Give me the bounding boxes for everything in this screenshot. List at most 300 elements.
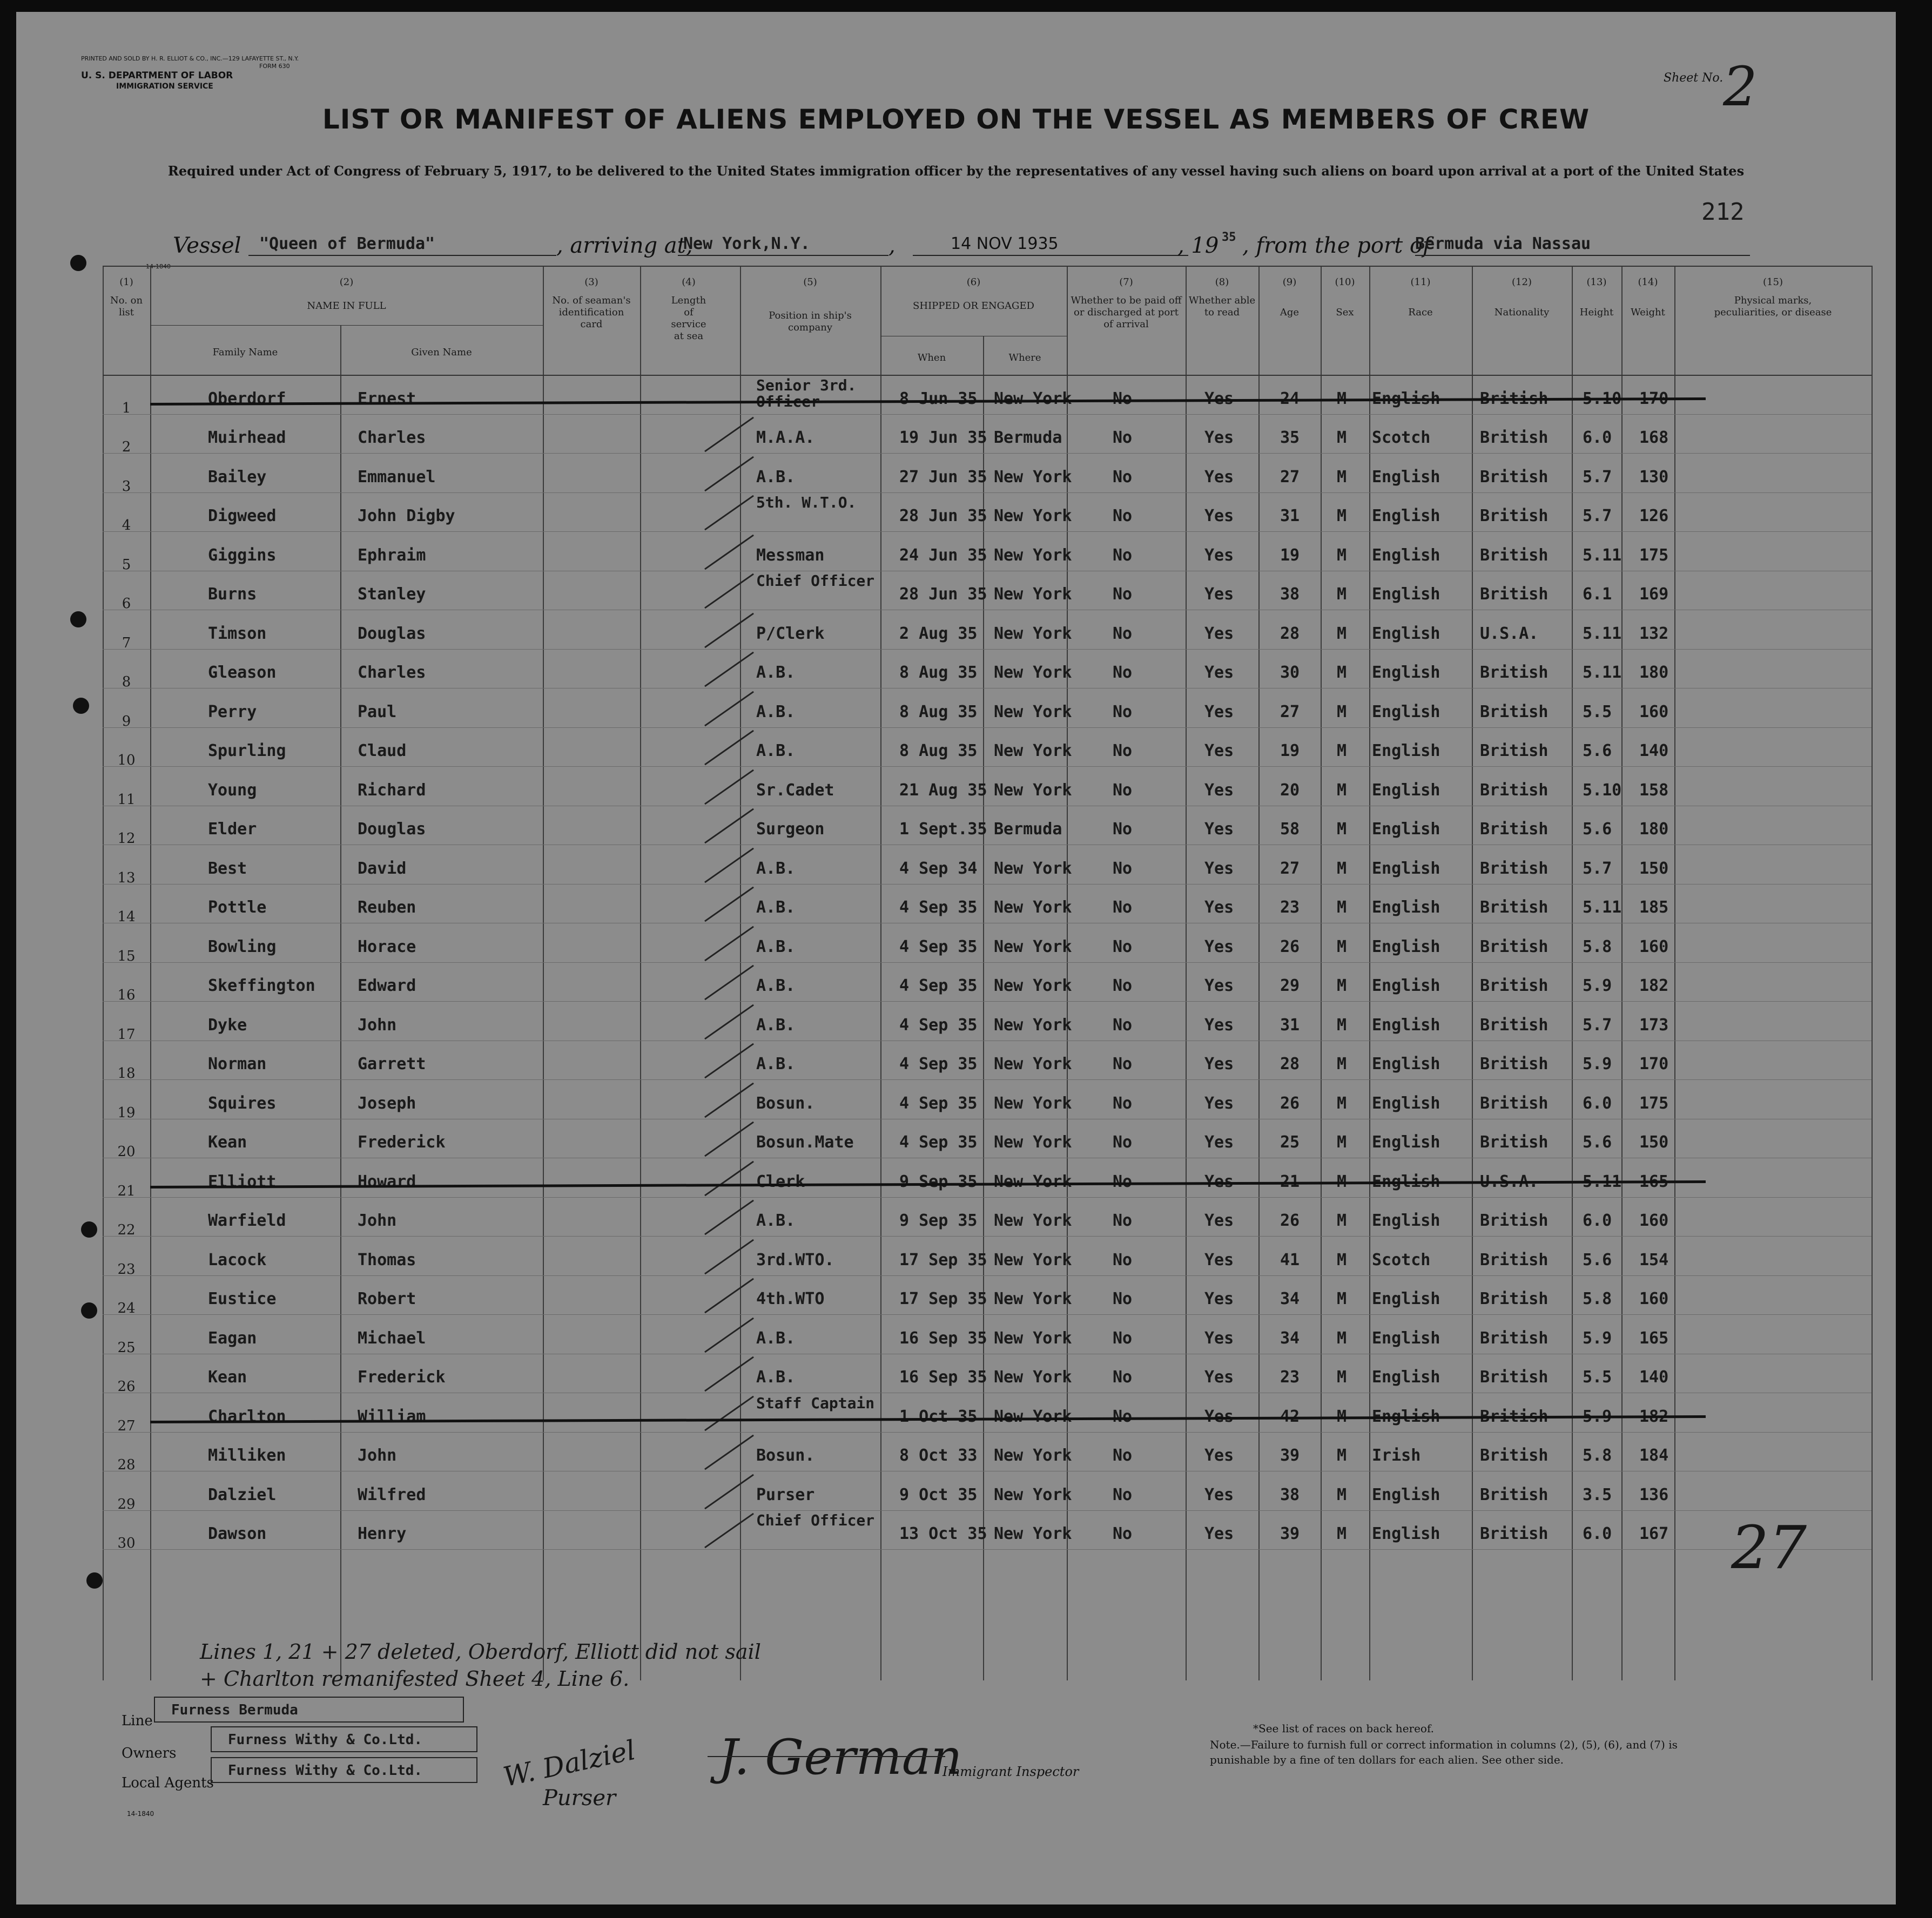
position: Sr.Cadet (756, 780, 834, 800)
race: English (1372, 741, 1440, 760)
shipped-where: New York (994, 702, 1072, 721)
able-to-read: Yes (1204, 624, 1234, 643)
able-to-read: Yes (1204, 389, 1234, 408)
race: English (1372, 702, 1440, 721)
line-label: Line (122, 1713, 153, 1729)
weight: 150 (1639, 859, 1669, 878)
sex: M (1337, 624, 1347, 643)
paid-off: No (1113, 741, 1133, 760)
departure-port: Bermuda via Nassau (1415, 234, 1591, 253)
shipped-where: New York (994, 1289, 1072, 1308)
nationality: British (1480, 1211, 1549, 1230)
nationality: British (1480, 1485, 1549, 1504)
family-name: Digweed (208, 506, 277, 525)
age: 38 (1280, 585, 1300, 604)
height: 5.11 (1583, 663, 1622, 682)
row-number: 15 (117, 948, 136, 964)
check-mark-icon (704, 1200, 754, 1235)
col-height-header: (13) Height (1579, 276, 1614, 318)
weight: 173 (1639, 1015, 1669, 1035)
weight: 185 (1639, 898, 1669, 917)
row-number: 30 (117, 1535, 136, 1551)
paid-off: No (1113, 976, 1133, 995)
family-name: Young (208, 780, 257, 800)
paid-off: No (1113, 428, 1133, 447)
shipped-where: New York (994, 1093, 1072, 1113)
weight: 175 (1639, 1093, 1669, 1113)
paid-off: No (1113, 1446, 1133, 1465)
col-shipped-header: (6) SHIPPED OR ENGAGED (913, 276, 1034, 312)
inspector-signature: J. German (718, 1729, 962, 1786)
col-position-header: (5) Position in ship's company (769, 276, 852, 333)
weight: 180 (1639, 820, 1669, 839)
sex: M (1337, 780, 1347, 800)
shipped-when: 8 Aug 35 (899, 702, 978, 721)
note-prefix: Note.— (1210, 1738, 1251, 1751)
shipped-when: 4 Sep 35 (899, 1055, 978, 1073)
nationality: British (1480, 1250, 1549, 1269)
given-name: John Digby (358, 506, 455, 525)
sex: M (1337, 898, 1347, 917)
shipped-where: New York (994, 1407, 1072, 1426)
given-name: Frederick (358, 1133, 446, 1152)
nationality: British (1480, 1093, 1549, 1113)
given-name: Paul (358, 702, 397, 721)
able-to-read: Yes (1204, 1446, 1234, 1465)
year-suffix: 35 (1222, 231, 1236, 244)
family-name: Eustice (208, 1289, 277, 1308)
age: 27 (1280, 859, 1300, 878)
paid-off: No (1113, 1289, 1133, 1308)
family-name: Pottle (208, 898, 267, 917)
shipped-where: New York (994, 1015, 1072, 1035)
punch-hole (81, 1302, 97, 1319)
sex: M (1337, 702, 1347, 721)
height: 5.6 (1583, 820, 1612, 839)
able-to-read: Yes (1204, 1133, 1234, 1152)
able-to-read: Yes (1204, 585, 1234, 604)
check-mark-icon (704, 1043, 754, 1079)
form-number: FORM 630 (259, 63, 290, 70)
position: Chief Officer (756, 1511, 875, 1529)
weight: 184 (1639, 1446, 1669, 1465)
check-mark-icon (704, 1513, 754, 1549)
paid-off: No (1113, 937, 1133, 956)
shipped-where: New York (994, 1524, 1072, 1543)
weight: 165 (1639, 1172, 1669, 1191)
sheet-number: 2 (1723, 55, 1758, 118)
row-number: 6 (122, 596, 131, 612)
sex: M (1337, 1524, 1347, 1543)
able-to-read: Yes (1204, 663, 1234, 682)
position: P/Clerk (756, 624, 825, 643)
weight: 167 (1639, 1524, 1669, 1543)
col-physical-marks-header: (15) Physical marks, peculiarities, or disease (1714, 276, 1832, 318)
shipped-where: Bermuda (994, 428, 1062, 447)
sex: M (1337, 1485, 1347, 1504)
nationality: U.S.A. (1480, 1172, 1539, 1191)
shipped-when: 19 Jun 35 (899, 428, 987, 447)
family-name: Kean (208, 1133, 247, 1152)
check-mark-icon (704, 652, 754, 687)
paid-off: No (1113, 1368, 1133, 1387)
paid-off: No (1113, 624, 1133, 643)
shipped-where: New York (994, 506, 1072, 525)
family-name: Oberdorf (208, 389, 286, 408)
position: Clerk (756, 1172, 805, 1191)
able-to-read: Yes (1204, 1015, 1234, 1035)
age: 19 (1280, 741, 1300, 760)
purser-title: Purser (543, 1786, 616, 1811)
col-sex-header: (10) Sex (1335, 276, 1355, 318)
sex: M (1337, 389, 1347, 408)
nationality: British (1480, 1328, 1549, 1348)
form-code-bottom: 14-1840 (127, 1810, 154, 1818)
nationality: British (1480, 1524, 1549, 1543)
row-number: 29 (117, 1496, 136, 1512)
able-to-read: Yes (1204, 506, 1234, 525)
age: 38 (1280, 1485, 1300, 1504)
paid-off: No (1113, 1172, 1133, 1191)
weight: 170 (1639, 1055, 1669, 1073)
age: 39 (1280, 1524, 1300, 1543)
able-to-read: Yes (1204, 428, 1234, 447)
punch-hole (81, 1221, 97, 1238)
row-number: 18 (117, 1065, 136, 1082)
position: Purser (756, 1485, 815, 1504)
position: Bosun. (756, 1093, 815, 1113)
note-text: Failure to furnish full or correct information in columns (2), (5), (6), and (7) is punishable by a fine of ten dollars for each alien. See other side. (1210, 1738, 1678, 1766)
nationality: British (1480, 1446, 1549, 1465)
position: Bosun. (756, 1446, 815, 1465)
able-to-read: Yes (1204, 467, 1234, 487)
race: English (1372, 1211, 1440, 1230)
nationality: British (1480, 820, 1549, 839)
row-number: 20 (117, 1144, 136, 1160)
height: 6.1 (1583, 585, 1612, 604)
col-given-name-header: Given Name (411, 347, 472, 358)
sex: M (1337, 1446, 1347, 1465)
race: English (1372, 585, 1440, 604)
paid-off: No (1113, 1055, 1133, 1073)
nationality: British (1480, 585, 1549, 604)
family-name: Dawson (208, 1524, 267, 1543)
check-mark-icon (704, 691, 754, 726)
check-mark-icon (704, 456, 754, 491)
weight: 175 (1639, 545, 1669, 565)
position: 5th. W.T.O. (756, 494, 857, 511)
row-number: 16 (117, 987, 136, 1003)
race: English (1372, 1133, 1440, 1152)
age: 34 (1280, 1328, 1300, 1348)
shipped-when: 21 Aug 35 (899, 780, 987, 800)
family-name: Muirhead (208, 428, 286, 447)
weight: 160 (1639, 702, 1669, 721)
height: 5.8 (1583, 937, 1612, 956)
nationality: British (1480, 976, 1549, 995)
arrival-port: New York,N.Y. (683, 234, 810, 253)
sex: M (1337, 1172, 1347, 1191)
family-name: Burns (208, 585, 257, 604)
paid-off: No (1113, 1211, 1133, 1230)
nationality: British (1480, 1015, 1549, 1035)
year-label: , 19 (1177, 233, 1219, 258)
weight: 132 (1639, 624, 1669, 643)
check-mark-icon (704, 1278, 754, 1314)
shipped-when: 16 Sep 35 (899, 1328, 987, 1348)
shipped-where: Bermuda (994, 820, 1062, 839)
paid-off: No (1113, 585, 1133, 604)
height: 5.11 (1583, 624, 1622, 643)
race: English (1372, 859, 1440, 878)
shipped-when: 9 Sep 35 (899, 1211, 978, 1230)
shipped-where: New York (994, 1172, 1072, 1191)
age: 27 (1280, 467, 1300, 487)
family-name: Elder (208, 820, 257, 839)
age: 29 (1280, 976, 1300, 995)
age: 24 (1280, 389, 1300, 408)
position: 4th.WTO (756, 1289, 825, 1308)
given-name: Richard (358, 780, 426, 800)
shipped-where: New York (994, 1328, 1072, 1348)
given-name: Stanley (358, 585, 426, 604)
shipped-where: New York (994, 1446, 1072, 1465)
shipped-where: New York (994, 1133, 1072, 1152)
given-name: John (358, 1446, 397, 1465)
row-number: 23 (117, 1261, 136, 1278)
sex: M (1337, 1289, 1347, 1308)
height: 5.9 (1583, 1407, 1612, 1426)
check-mark-icon (704, 612, 754, 648)
position: Messman (756, 545, 825, 565)
shipped-when: 4 Sep 35 (899, 1133, 978, 1152)
age: 34 (1280, 1289, 1300, 1308)
race: English (1372, 1093, 1440, 1113)
nationality: British (1480, 389, 1549, 408)
check-mark-icon (704, 1082, 754, 1118)
nationality: British (1480, 1133, 1549, 1152)
row-number: 10 (117, 752, 136, 768)
position: Surgeon (756, 820, 825, 839)
given-name: Edward (358, 976, 416, 995)
height: 5.9 (1583, 1055, 1612, 1073)
position: A.B. (756, 467, 796, 487)
nationality: British (1480, 1368, 1549, 1387)
paid-off: No (1113, 898, 1133, 917)
check-mark-icon (704, 495, 754, 531)
weight: 140 (1639, 1368, 1669, 1387)
paid-off: No (1113, 663, 1133, 682)
sex: M (1337, 1211, 1347, 1230)
shipped-where: New York (994, 545, 1072, 565)
shipped-where: New York (994, 663, 1072, 682)
race: English (1372, 1407, 1440, 1426)
check-mark-icon (704, 1317, 754, 1353)
sex: M (1337, 976, 1347, 995)
height: 5.10 (1583, 780, 1622, 800)
row-number: 1 (122, 400, 131, 416)
given-name: Robert (358, 1289, 416, 1308)
paid-off: No (1113, 1524, 1133, 1543)
paid-off: No (1113, 506, 1133, 525)
age: 31 (1280, 506, 1300, 525)
nationality: British (1480, 1289, 1549, 1308)
able-to-read: Yes (1204, 1524, 1234, 1543)
weight: 150 (1639, 1133, 1669, 1152)
race: English (1372, 545, 1440, 565)
family-name: Eagan (208, 1328, 257, 1348)
height: 5.7 (1583, 859, 1612, 878)
height: 6.0 (1583, 1524, 1612, 1543)
able-to-read: Yes (1204, 1368, 1234, 1387)
service-name: IMMIGRATION SERVICE (116, 82, 213, 91)
race: English (1372, 1524, 1440, 1543)
shipped-where: New York (994, 859, 1072, 878)
port-label: , from the port of (1242, 233, 1431, 258)
shipped-when: 4 Sep 34 (899, 859, 978, 878)
weight: 165 (1639, 1328, 1669, 1348)
race: English (1372, 820, 1440, 839)
position: 3rd.WTO. (756, 1250, 834, 1269)
weight: 182 (1639, 976, 1669, 995)
races-note: *See list of races on back hereof. (1253, 1722, 1435, 1735)
paid-off: No (1113, 1093, 1133, 1113)
family-name: Best (208, 859, 247, 878)
check-mark-icon (704, 965, 754, 1001)
shipped-where: New York (994, 1485, 1072, 1504)
sex: M (1337, 545, 1347, 565)
owners-value: Furness Withy & Co.Ltd. (228, 1732, 423, 1748)
shipped-where: New York (994, 780, 1072, 800)
race: English (1372, 389, 1440, 408)
able-to-read: Yes (1204, 545, 1234, 565)
sex: M (1337, 1055, 1347, 1073)
check-mark-icon (704, 1474, 754, 1509)
weight: 136 (1639, 1485, 1669, 1504)
check-mark-icon (704, 1122, 754, 1157)
row-number: 8 (122, 674, 131, 690)
col-when-header: When (917, 352, 946, 363)
row-number: 3 (122, 478, 131, 495)
race: English (1372, 1485, 1440, 1504)
nationality: British (1480, 859, 1549, 878)
vessel-label: Vessel (173, 233, 241, 258)
age: 26 (1280, 1093, 1300, 1113)
family-name: Norman (208, 1055, 267, 1073)
given-name: Charles (358, 663, 426, 682)
height: 5.6 (1583, 1250, 1612, 1269)
col-weight-header: (14) Weight (1631, 276, 1665, 318)
owners-field (211, 1726, 477, 1752)
check-mark-icon (704, 1239, 754, 1274)
weight: 160 (1639, 1211, 1669, 1230)
document-subtitle: Required under Act of Congress of February 5, 1917, to be delivered to the United States immigration officer by the representatives of any vessel having such aliens on board upon arrival at a port of the United States (167, 163, 1745, 179)
age: 30 (1280, 663, 1300, 682)
shipped-when: 8 Jun 35 (899, 389, 978, 408)
shipped-when: 28 Jun 35 (899, 585, 987, 604)
weight: 158 (1639, 780, 1669, 800)
shipped-where: New York (994, 1055, 1072, 1073)
race: English (1372, 937, 1440, 956)
race: English (1372, 1172, 1440, 1191)
given-name: Frederick (358, 1368, 446, 1387)
shipped-where: New York (994, 976, 1072, 995)
sex: M (1337, 428, 1347, 447)
nationality: British (1480, 1407, 1549, 1426)
sheet-number-label: Sheet No. (1664, 71, 1724, 85)
weight: 126 (1639, 506, 1669, 525)
age: 41 (1280, 1250, 1300, 1269)
sex: M (1337, 467, 1347, 487)
punch-hole (70, 255, 86, 271)
sex: M (1337, 859, 1347, 878)
age: 23 (1280, 1368, 1300, 1387)
given-name: Douglas (358, 624, 426, 643)
check-mark-icon (704, 1435, 754, 1470)
nationality: British (1480, 1055, 1549, 1073)
col-service-length-header: (4) Length of service at sea (671, 276, 706, 342)
paid-off: No (1113, 1015, 1133, 1035)
family-name: Giggins (208, 545, 277, 565)
able-to-read: Yes (1204, 1407, 1234, 1426)
arrival-port-field (678, 234, 888, 256)
paid-off: No (1113, 545, 1133, 565)
family-name: Timson (208, 624, 267, 643)
race: English (1372, 976, 1440, 995)
arrival-date-field (913, 234, 1188, 256)
sex: M (1337, 585, 1347, 604)
age: 26 (1280, 937, 1300, 956)
weight: 130 (1639, 467, 1669, 487)
row-number: 12 (117, 830, 136, 847)
row-number: 25 (117, 1339, 136, 1356)
shipped-where: New York (994, 1211, 1072, 1230)
sex: M (1337, 1250, 1347, 1269)
position: A.B. (756, 898, 796, 917)
row-number: 4 (122, 517, 131, 533)
able-to-read: Yes (1204, 1055, 1234, 1073)
given-name: Emmanuel (358, 467, 436, 487)
margin-count: 27 (1731, 1513, 1807, 1582)
nationality: British (1480, 467, 1549, 487)
paid-off: No (1113, 467, 1133, 487)
race: English (1372, 780, 1440, 800)
able-to-read: Yes (1204, 1093, 1234, 1113)
height: 6.0 (1583, 428, 1612, 447)
punch-hole (73, 698, 89, 714)
paid-off: No (1113, 702, 1133, 721)
family-name: Gleason (208, 663, 277, 682)
age: 19 (1280, 545, 1300, 565)
height: 5.11 (1583, 898, 1622, 917)
able-to-read: Yes (1204, 702, 1234, 721)
given-name: Howard (358, 1172, 416, 1191)
age: 35 (1280, 428, 1300, 447)
shipped-where: New York (994, 937, 1072, 956)
col-no-header: (1) No. on list (110, 276, 143, 318)
position: A.B. (756, 859, 796, 878)
height: 5.6 (1583, 741, 1612, 760)
punch-hole (86, 1572, 103, 1589)
row-number: 17 (117, 1026, 136, 1043)
shipped-when: 9 Oct 35 (899, 1485, 978, 1504)
agents-label: Local Agents (122, 1775, 214, 1791)
given-name: Michael (358, 1328, 426, 1348)
shipped-where: New York (994, 741, 1072, 760)
family-name: Bowling (208, 937, 277, 956)
form-code: 14-1840 (146, 263, 171, 270)
check-mark-icon (704, 534, 754, 570)
